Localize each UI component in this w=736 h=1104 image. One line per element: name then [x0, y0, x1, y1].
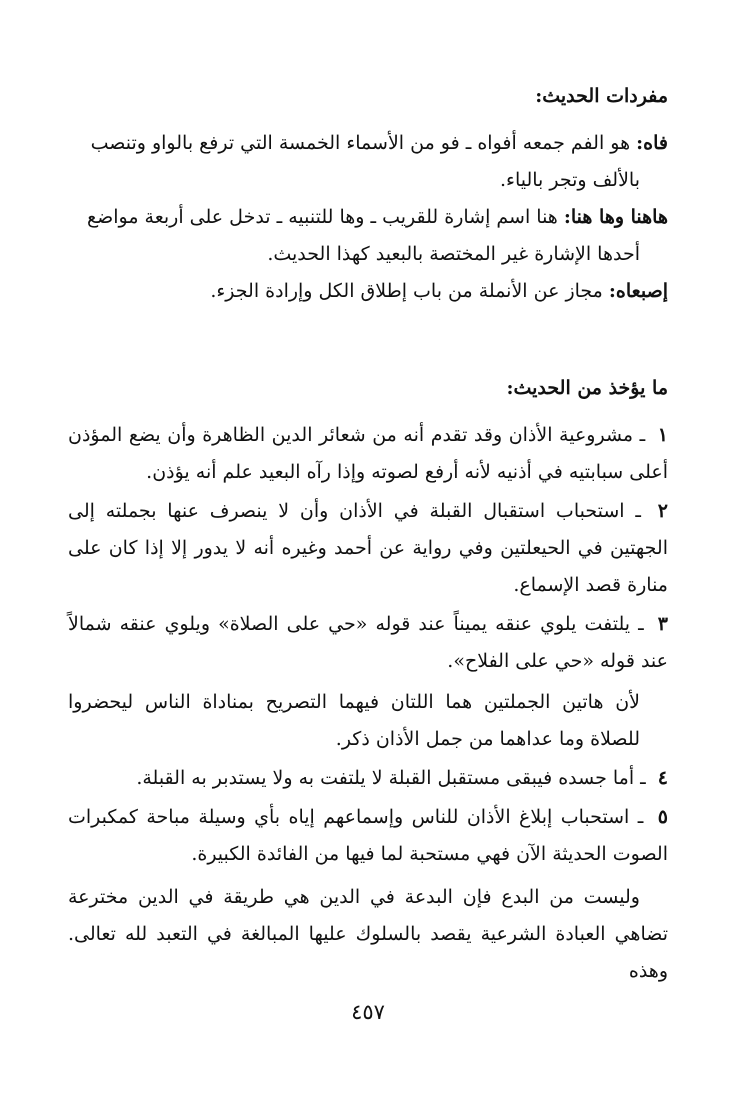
- vocab-continuation: أحدها الإشارة غير المختصة بالبعيد كهذا الحديث.: [267, 243, 640, 265]
- page-number: ٤٥٧: [351, 1000, 385, 1024]
- vocab-entry-hahuna: [68, 199, 668, 273]
- vocabulary-heading: مفردات الحديث:: [535, 85, 668, 107]
- section-spacer: [68, 310, 668, 370]
- item-text: ـ أما جسده فيبقى مستقبل القبلة لا يلتفت به ولا يستدبر به القبلة.: [136, 767, 646, 789]
- item-number: ٢: [657, 500, 668, 522]
- vocab-text: مجاز عن الأنملة من باب إطلاق الكل وإرادة الجزء.: [210, 280, 603, 302]
- item-number: ٣: [657, 613, 668, 635]
- item-text: ـ استحباب إبلاغ الأذان للناس وإسماعهم إياه بأي وسيلة مباحة كمكبرات الصوت الحديثة الآن فهي مستحبة لما فيها من الفائدة الكبيرة.: [68, 806, 668, 865]
- lesson-item-1: [68, 417, 668, 491]
- item-number: ٤: [657, 767, 668, 789]
- vocab-term: فاه:: [636, 132, 668, 154]
- lesson-item-5: [68, 799, 668, 873]
- vocab-term: إصبعاه:: [608, 280, 668, 302]
- item-number: ١: [657, 424, 668, 446]
- closing-paragraph: وليست من البدع فإن البدعة في الدين هي طريقة في الدين مخترعة تضاهي العبادة الشرعية يقصد بالسلوك عليها المبالغة في التعبد لله تعالى. وهذه: [68, 886, 668, 982]
- vocab-term: هاهنا وها هنا:: [563, 206, 668, 228]
- vocab-continuation: بالألف وتجر بالياء.: [499, 169, 640, 191]
- item-text: ـ يلتفت يلوي عنقه يميناً عند قوله «حي على الصلاة» ويلوي عنقه شمالاً عند قوله «حي على الفلاح».: [68, 613, 668, 672]
- item-text: لأن هاتين الجملتين هما اللتان فيهما التصريح بمناداة الناس ليحضروا للصلاة وما عداهما من جمل الأذان ذكر.: [68, 691, 640, 750]
- lesson-item-3-note: [68, 684, 668, 758]
- item-number: ٥: [657, 806, 668, 828]
- lesson-item-2: [68, 493, 668, 604]
- vocab-entry-faah: [68, 125, 668, 199]
- lesson-item-4: [68, 760, 668, 797]
- vocab-text: هنا اسم إشارة للقريب ـ وها للتنبيه ـ تدخل على أربعة مواضع: [86, 206, 558, 228]
- lesson-item-3: [68, 606, 668, 680]
- item-text: ـ استحباب استقبال القبلة في الأذان وأن لا ينصرف عنها بجملته إلى الجهتين في الحيعلتين وفي رواية عن أحمد وغيره أنه لا يدور إلا إذا كان على منارة قصد الإسماع.: [68, 500, 668, 596]
- lessons-heading: ما يؤخذ من الحديث:: [506, 377, 668, 399]
- vocab-entry-isbaah: [68, 273, 668, 310]
- item-text: ـ مشروعية الأذان وقد تقدم أنه من شعائر الدين الظاهرة وأن يضع المؤذن أعلى سبابتيه في أذنيه لأنه أرفع لصوته وإذا رآه البعيد علم أنه يؤذن.: [68, 424, 668, 483]
- vocab-text: هو الفم جمعه أفواه ـ فو من الأسماء الخمسة التي ترفع بالواو وتنصب: [90, 132, 631, 154]
- page-body: [68, 78, 668, 990]
